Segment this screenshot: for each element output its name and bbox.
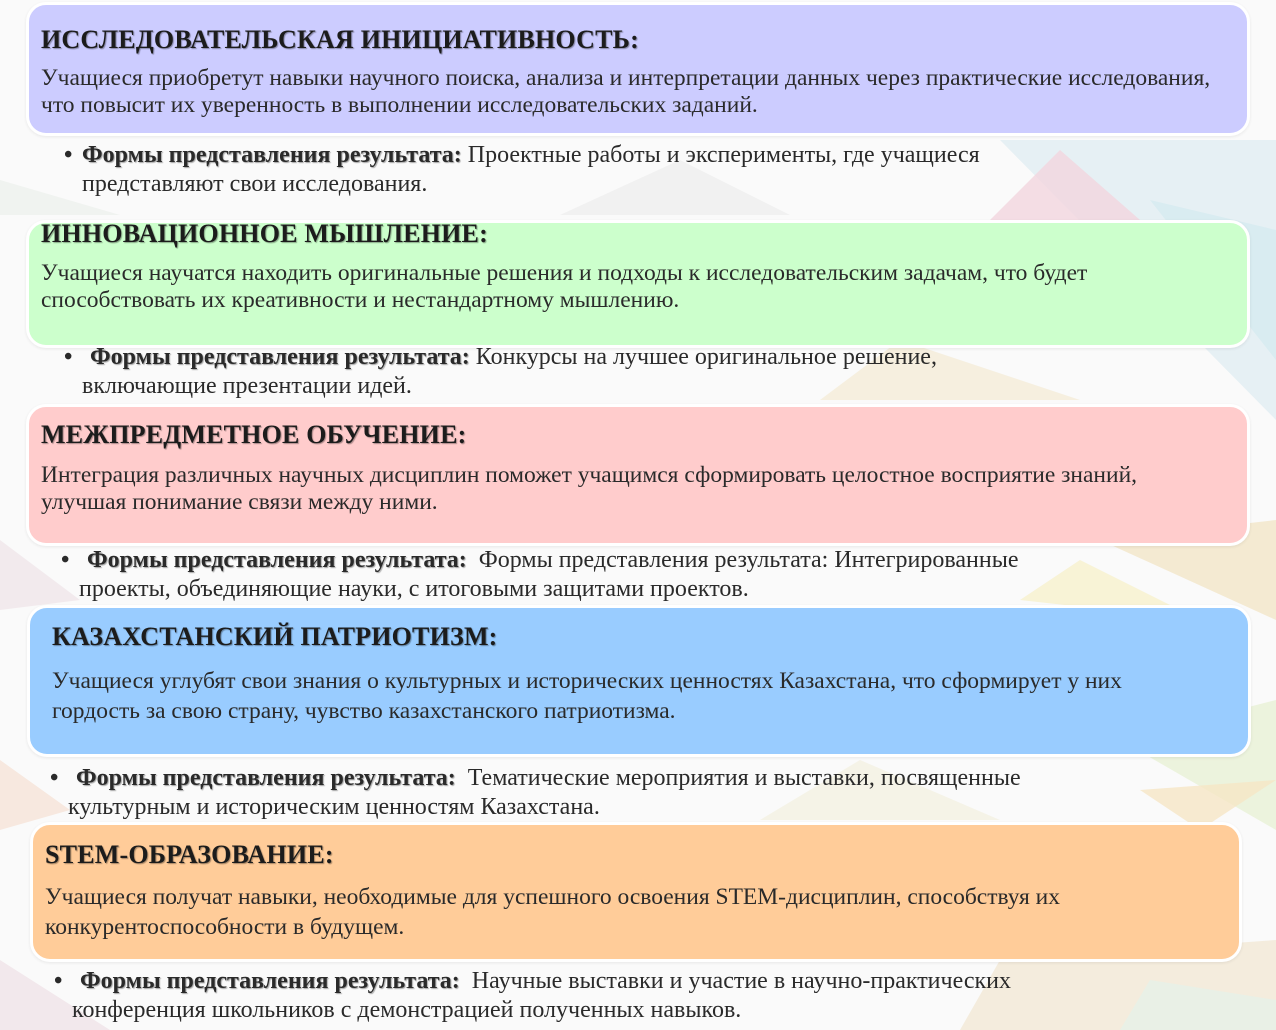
bullet-icon: • [50, 765, 59, 791]
result-form-text: Формы представления результата: Интегрированные [466, 547, 1019, 573]
bullet-icon: • [54, 968, 63, 994]
result-form-text-cont: проекты, объединяющие науки, с итоговыми защитами проектов. [79, 576, 749, 602]
bullet-icon: • [64, 142, 73, 168]
section-card-interdisciplinary [26, 404, 1250, 546]
section-text: Учащиеся научатся находить оригинальные решения и подходы к исследовательским задачам, что будет способствовать их креативности и нестандартному мышлению. [41, 260, 1088, 313]
result-form-text: Тематические мероприятия и выставки, посвященные [455, 765, 1021, 791]
result-form-label: Формы представления результата: [82, 142, 462, 168]
section-text: Учащиеся углубят свои знания о культурных и исторических ценностях Казахстана, что сформирует у них гордость за свою страну, чувство казахстанского патриотизма. [52, 668, 1122, 724]
result-form-text-cont: культурным и историческим ценностям Казахстана. [68, 794, 600, 820]
section-text: Учащиеся приобретут навыки научного поиска, анализа и интерпретации данных через практические исследования, что повысит их уверенность в выполнении исследовательских заданий. [41, 65, 1211, 118]
section-title: ИССЛЕДОВАТЕЛЬСКАЯ ИНИЦИАТИВНОСТЬ: [41, 25, 639, 54]
section-title: КАЗАХСТАНСКИЙ ПАТРИОТИЗМ: [52, 622, 498, 651]
result-form-text: Конкурсы на лучшее оригинальное решение, [469, 344, 937, 370]
section-card-patriotism [27, 605, 1251, 757]
section-title: ИННОВАЦИОННОЕ МЫШЛЕНИЕ: [41, 219, 488, 248]
result-form-item [64, 343, 1214, 401]
section-title: STEM-ОБРАЗОВАНИЕ: [45, 840, 334, 869]
result-form-text: Проектные работы и эксперименты, где учащиеся [461, 142, 980, 168]
result-form-label: Формы представления результата: [76, 765, 456, 791]
bullet-icon: • [64, 344, 73, 370]
result-form-item [64, 141, 1214, 199]
result-form-label: Формы представления результата: [90, 344, 470, 370]
result-form-label: Формы представления результата: [87, 547, 467, 573]
section-card-innovation [26, 220, 1250, 348]
result-form-label: Формы представления результата: [80, 968, 460, 994]
result-form-item [50, 764, 1220, 822]
result-form-item [61, 546, 1221, 604]
result-form-item [54, 967, 1224, 1025]
section-card-stem [30, 822, 1242, 962]
section-card-research [26, 2, 1250, 136]
bullet-icon: • [61, 547, 70, 573]
result-form-text: Научные выставки и участие в научно-практических [459, 968, 1011, 994]
result-form-text-cont: включающие презентации идей. [82, 373, 412, 399]
result-form-text-cont: представляют свои исследования. [82, 171, 428, 197]
result-form-text-cont: конференция школьников с демонстрацией полученных навыков. [72, 997, 742, 1023]
section-title: МЕЖПРЕДМЕТНОЕ ОБУЧЕНИЕ: [41, 420, 467, 449]
section-text: Учащиеся получат навыки, необходимые для успешного освоения STEM-дисциплин, способствуя их конкурентоспособности в будущем. [45, 884, 1060, 940]
section-text: Интеграция различных научных дисциплин поможет учащимся сформировать целостное восприятие знаний, улучшая понимание связи между ними. [41, 462, 1138, 515]
